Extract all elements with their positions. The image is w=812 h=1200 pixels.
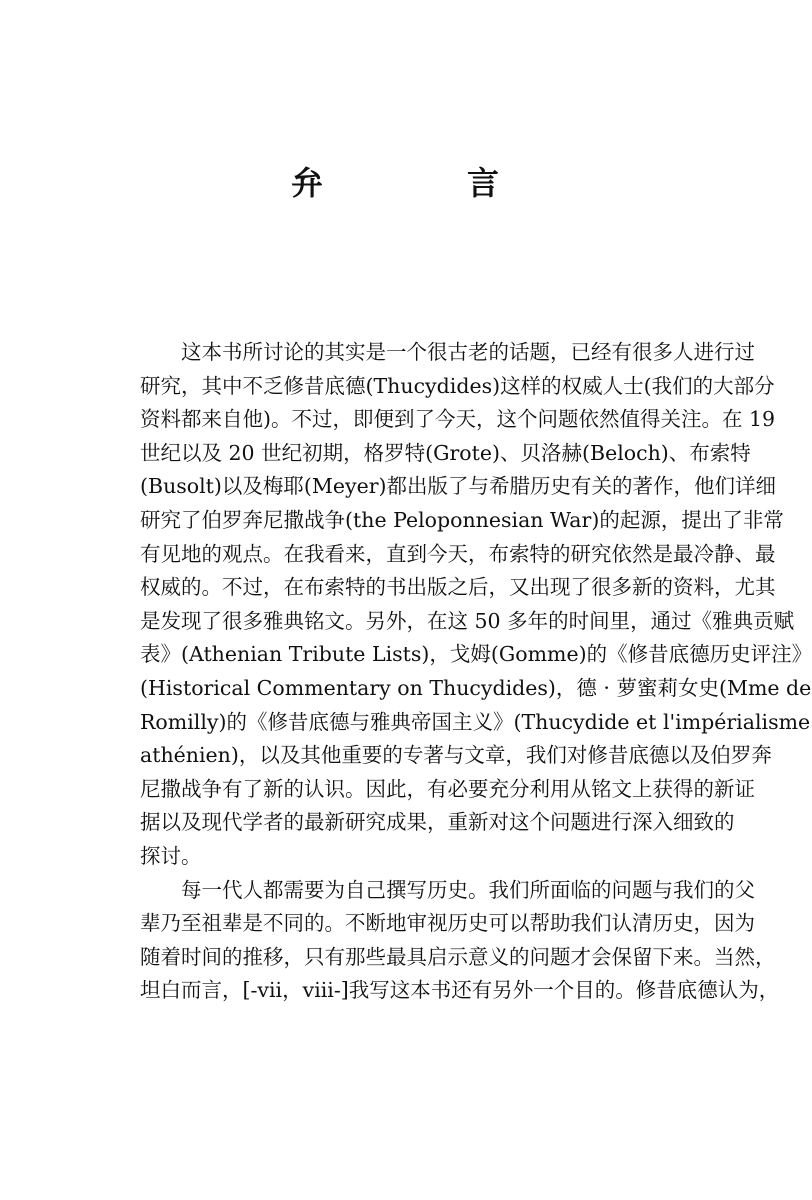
text-line: 尼撒战争有了新的认识。因此，有必要充分利用从铭文上获得的新证 <box>140 776 755 801</box>
text-line: 随着时间的推移，只有那些最具启示意义的问题才会保留下来。当然， <box>140 944 776 969</box>
text-line: 是发现了很多雅典铭文。另外，在这 50 多年的时间里，通过《雅典贡赋 <box>140 608 795 633</box>
text-line: 据以及现代学者的最新研究成果，重新对这个问题进行深入细致的 <box>140 810 735 835</box>
text-line: 世纪以及 20 世纪初期，格罗特(Grote)、贝洛赫(Beloch)、布索特 <box>140 440 751 465</box>
text-line: 这本书所讨论的其实是一个很古老的话题，已经有很多人进行过 <box>181 340 755 364</box>
text-line: 表》(Athenian Tribute Lists)，戈姆(Gomme)的《修昔底德历史评注》 <box>140 642 812 667</box>
text-line: athénien)，以及其他重要的专著与文章，我们对修昔底德以及伯罗奔 <box>140 743 772 768</box>
text-line: 有见地的观点。在我看来，直到今天，布索特的研究依然是最冷静、最 <box>140 541 776 566</box>
text-line: 资料都来自他)。不过，即便到了今天，这个问题依然值得关注。在 19 <box>140 407 776 432</box>
text-line: 辈乃至祖辈是不同的。不断地审视历史可以帮助我们认清历史，因为 <box>140 911 755 936</box>
text-line: 探讨。 <box>140 843 202 868</box>
text-line: 研究了伯罗奔尼撒战争(the Peloponnesian War)的起源，提出了非常 <box>140 507 784 532</box>
page-title: 弁 言 <box>290 164 555 203</box>
text-line: (Busolt)以及梅耶(Meyer)都出版了与希腊历史有关的著作，他们详细 <box>140 474 777 499</box>
text-line: 每一代人都需要为自己撰写历史。我们所面临的问题与我们的父 <box>181 877 755 902</box>
paragraph-2 <box>140 874 780 1008</box>
body-text <box>140 336 812 1008</box>
text-line: 坦白而言，[-vii，viii-]我写这本书还有另外一个目的。修昔底德认为， <box>140 978 780 1003</box>
text-line: 权威的。不过，在布索特的书出版之后，又出现了很多新的资料，尤其 <box>140 575 776 600</box>
text-line: (Historical Commentary on Thucydides)，德 · 萝蜜莉女史(Mme de <box>140 675 812 700</box>
paragraph-1 <box>140 336 812 874</box>
text-line: Romilly)的《修昔底德与雅典帝国主义》(Thucydide et l'impérialisme <box>140 709 811 734</box>
text-line: 研究，其中不乏修昔底德(Thucydides)这样的权威人士(我们的大部分 <box>140 373 775 398</box>
